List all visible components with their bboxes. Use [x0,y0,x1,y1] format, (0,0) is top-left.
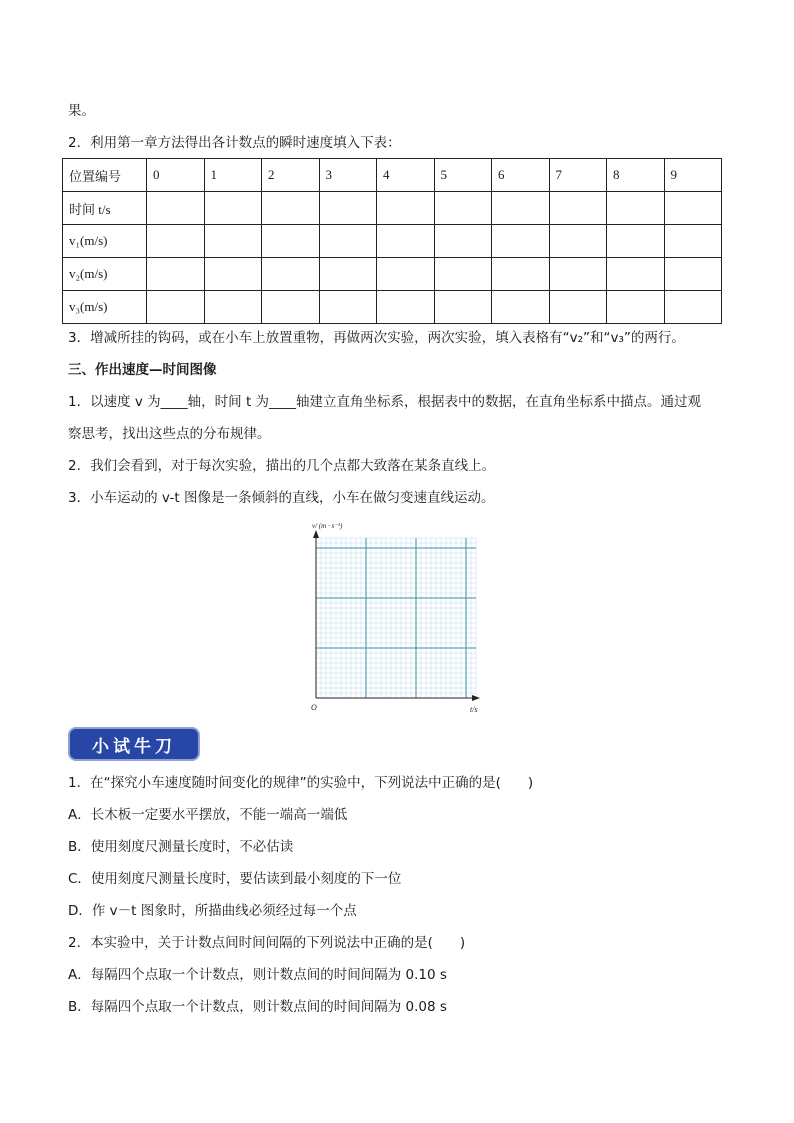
table-empty-cell [262,258,320,291]
table-empty-cell [549,258,607,291]
table-empty-cell [434,258,492,291]
table-empty-cell [607,192,665,225]
quiz-q1-option-d: D．作 v－t 图象时，所描曲线必须经过每一个点 [68,903,357,919]
table-row [63,258,722,291]
table-position-cell: 3 [319,159,377,192]
paragraph-table-intro: 2．利用第一章方法得出各计数点的瞬时速度填入下表： [68,135,401,151]
quiz-question-2: 2．本实验中，关于计数点间时间间隔的下列说法中正确的是( ) [68,935,466,951]
velocity-table [62,158,722,324]
table-row [63,291,722,324]
table-empty-cell [377,225,435,258]
table-empty-cell [319,291,377,324]
table-empty-cell [147,258,205,291]
table-empty-cell [434,225,492,258]
table-empty-cell [664,258,722,291]
table-empty-cell [204,225,262,258]
paragraph-axes-a: 1．以速度 v 为____轴，时间 t 为____轴建立直角坐标系，根据表中的数据，在直角坐标系中描点。通过观 [68,394,702,410]
table-position-cell: 6 [492,159,550,192]
table-empty-cell [147,192,205,225]
table-position-cell: 1 [204,159,262,192]
table-empty-cell [549,192,607,225]
table-empty-cell [377,291,435,324]
quiz-q2-option-b: B．每隔四个点取一个计数点，则计数点间的时间间隔为 0.08 s [68,999,447,1015]
section-heading-vt-graph: 三、作出速度—时间图像 [68,362,217,378]
table-header-label: 位置编号 [63,159,147,192]
table-row [63,225,722,258]
graph-x-label: t/s [470,705,478,714]
paragraph-repeat-experiment: 3．增减所挂的钩码，或在小车上放置重物，再做两次实验，两次实验，填入表格有“v₂”和“v₃”的两行。 [68,330,685,346]
table-empty-cell [319,258,377,291]
table-position-cell: 4 [377,159,435,192]
quiz-q2-option-a: A．每隔四个点取一个计数点，则计数点间的时间间隔为 0.10 s [68,967,447,983]
table-empty-cell [549,291,607,324]
vt-graph [308,520,488,716]
table-empty-cell [377,192,435,225]
table-empty-cell [492,258,550,291]
table-header-row [63,159,722,192]
table-empty-cell [262,225,320,258]
quiz-question-1: 1．在“探究小车速度随时间变化的规律”的实验中，下列说法中正确的是( ) [68,775,534,791]
table-empty-cell [492,291,550,324]
table-empty-cell [434,192,492,225]
quiz-q1-option-a: A．长木板一定要水平摆放，不能一端高一端低 [68,807,348,823]
table-empty-cell [607,258,665,291]
quiz-banner: 小试牛刀 [70,729,198,759]
table-empty-cell [434,291,492,324]
paragraph-result: 果。 [68,103,95,119]
paragraph-points-line: 2．我们会看到，对于每次实验，描出的几个点都大致落在某条直线上。 [68,458,496,474]
graph-minor-grid [316,538,476,698]
table-empty-cell [607,225,665,258]
graph-y-label: v/ (m · s⁻¹) [312,522,343,530]
table-position-cell: 9 [664,159,722,192]
table-empty-cell [262,192,320,225]
table-row-label: v₁(m/s) [63,225,147,258]
table-empty-cell [377,258,435,291]
table-empty-cell [664,291,722,324]
paragraph-axes-b: 察思考，找出这些点的分布规律。 [68,426,271,442]
table-empty-cell [204,258,262,291]
quiz-q1-option-b: B．使用刻度尺测量长度时，不必估读 [68,839,294,855]
table-empty-cell [607,291,665,324]
table-empty-cell [147,225,205,258]
table-position-cell: 7 [549,159,607,192]
table-empty-cell [262,291,320,324]
table-empty-cell [319,192,377,225]
table-empty-cell [492,225,550,258]
table-empty-cell [664,192,722,225]
table-position-cell: 8 [607,159,665,192]
table-row-label: 时间 t/s [63,192,147,225]
table-empty-cell [204,291,262,324]
table-position-cell: 2 [262,159,320,192]
graph-origin-label: O [311,703,317,712]
table-position-cell: 5 [434,159,492,192]
table-row-label: v₂(m/s) [63,258,147,291]
table-position-cell: 0 [147,159,205,192]
table-empty-cell [319,225,377,258]
table-row-label: v₃(m/s) [63,291,147,324]
graph-y-arrow-icon [313,530,319,538]
table-empty-cell [492,192,550,225]
table-empty-cell [147,291,205,324]
table-empty-cell [549,225,607,258]
quiz-q1-option-c: C．使用刻度尺测量长度时，要估读到最小刻度的下一位 [68,871,402,887]
paragraph-vt-straight: 3．小车运动的 v-t 图像是一条倾斜的直线，小车在做匀变速直线运动。 [68,490,495,506]
table-empty-cell [664,225,722,258]
table-empty-cell [204,192,262,225]
table-row [63,192,722,225]
